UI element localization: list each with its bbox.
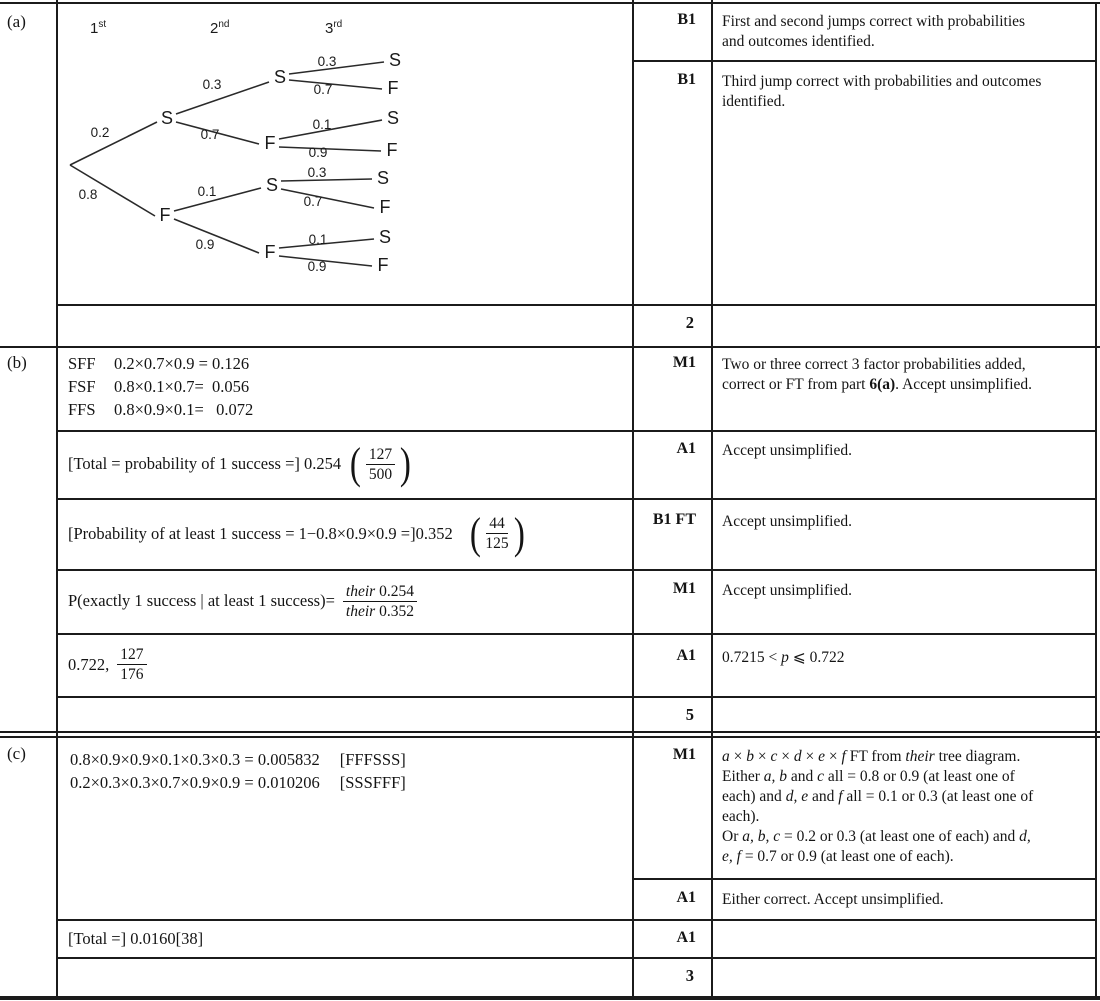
row-line-b4 bbox=[57, 633, 1097, 635]
outcome-label: FFS bbox=[68, 400, 96, 419]
tree-leaf-FFS: S bbox=[378, 227, 392, 247]
tree-branch bbox=[70, 122, 157, 165]
guidance-line: Either a, b and c all = 0.8 or 0.9 (at least one of bbox=[722, 768, 1015, 785]
guidance-line: First and second jumps correct with probabilities bbox=[722, 13, 1026, 30]
tree-prob-0-1: 0.1 bbox=[197, 184, 217, 199]
content-c-products bbox=[70, 748, 406, 794]
outcome-line-FFS bbox=[68, 398, 253, 421]
mark-b-row3: B1 FT bbox=[652, 511, 696, 528]
tree-branch bbox=[281, 189, 374, 208]
expression-text: 0.722, bbox=[68, 654, 110, 674]
guidance-c-row1 bbox=[722, 747, 1094, 867]
tree-branch bbox=[289, 62, 384, 74]
tree-prob-0-3c: 0.3 bbox=[307, 165, 327, 180]
total-c: 3 bbox=[685, 966, 694, 985]
row-line-c2 bbox=[57, 919, 1097, 921]
tree-leaf-SSS: S bbox=[388, 50, 402, 70]
guidance-line: Accept unsimplified. bbox=[722, 442, 852, 459]
fraction-denominator: their 0.352 bbox=[345, 602, 414, 620]
tree-prob-0-2: 0.2 bbox=[90, 125, 110, 140]
guidance-b-row4 bbox=[722, 581, 1094, 601]
tree-prob-0-9b: 0.9 bbox=[308, 145, 328, 160]
tree-prob-0-9: 0.9 bbox=[195, 237, 215, 252]
mark-c-row2: A1 bbox=[676, 889, 696, 906]
mark-b-row4: M1 bbox=[672, 580, 696, 597]
content-b-answer bbox=[68, 633, 149, 696]
tree-node-SF: F bbox=[264, 133, 276, 153]
mark-a-row2: B1 bbox=[677, 71, 696, 88]
outcome-label: SFF bbox=[68, 354, 96, 373]
fraction-numerator: their 0.254 bbox=[343, 583, 417, 602]
product-expr: 0.8×0.9×0.9×0.1×0.3×0.3 = 0.005832 bbox=[70, 750, 320, 769]
fraction-denominator: 176 bbox=[120, 666, 144, 683]
outcome-line-SFF bbox=[68, 352, 253, 375]
tree-branch bbox=[174, 188, 261, 211]
guidance-line: identified. bbox=[722, 93, 786, 110]
fraction-44-125: ( $\frac{44}{125}$ ) bbox=[469, 508, 525, 558]
guidance-b-row5 bbox=[722, 648, 1094, 668]
guidance-b-row2 bbox=[722, 441, 1094, 461]
tree-branch bbox=[289, 80, 382, 89]
expression-text: [Total = probability of 1 success =] 0.254 bbox=[68, 454, 342, 473]
table-right-border bbox=[1095, 2, 1097, 998]
guidance-line: e, f = 0.7 or 0.9 (at least one of each). bbox=[722, 848, 954, 865]
tree-prob-0-1b: 0.1 bbox=[312, 117, 332, 132]
content-b-outcomes bbox=[68, 352, 253, 421]
outcome-expr: 0.8×0.9×0.1= 0.072 bbox=[114, 400, 254, 419]
fraction-127-500: ( $\frac{127}{500}$ ) bbox=[349, 439, 411, 488]
product-line-SSSFFF bbox=[70, 771, 406, 794]
fraction-denominator: 500 bbox=[368, 465, 393, 483]
content-b-total-1-success bbox=[68, 430, 414, 498]
mark-b-row2: A1 bbox=[676, 440, 696, 457]
table-bottom-border bbox=[0, 996, 1100, 1000]
tree-branch bbox=[281, 179, 372, 181]
product-tag: [SSSFFF] bbox=[339, 773, 406, 792]
mark-b-row5: A1 bbox=[676, 647, 696, 664]
section-line-b-c-lower bbox=[0, 736, 1100, 738]
tree-leaf-FFF: F bbox=[377, 255, 389, 275]
tree-branch bbox=[174, 219, 259, 253]
tree-leaf-SSF: F bbox=[387, 78, 399, 98]
row-line-b5 bbox=[57, 696, 1097, 698]
tree-column-header-2nd: 2nd bbox=[210, 19, 230, 37]
guidance-b-row1 bbox=[722, 355, 1094, 395]
row-line-a-bottom bbox=[57, 304, 1097, 306]
tree-prob-0-7b: 0.7 bbox=[313, 82, 333, 97]
fraction-127-176 bbox=[115, 646, 148, 683]
tree-leaf-FSF: F bbox=[379, 197, 391, 217]
mark-c-row1: M1 bbox=[672, 746, 696, 763]
guidance-line: Two or three correct 3 factor probabilities added, bbox=[722, 356, 1026, 373]
guidance-line: each) and d, e and f all = 0.1 or 0.3 (at least one of bbox=[722, 788, 1034, 805]
tree-branch bbox=[176, 82, 269, 114]
guidance-line: each). bbox=[722, 808, 760, 825]
outcome-line-FSF bbox=[68, 375, 253, 398]
outcome-expr: 0.2×0.7×0.9 = 0.126 bbox=[114, 354, 250, 373]
content-b-conditional bbox=[68, 569, 419, 633]
fraction-numerator: 127 bbox=[117, 646, 146, 665]
guidance-line: and outcomes identified. bbox=[722, 33, 875, 50]
content-b-at-least-1 bbox=[68, 498, 527, 569]
tree-node-FS: S bbox=[265, 175, 279, 195]
tree-node-FF: F bbox=[264, 242, 276, 262]
tree-column-header-1st: 1st bbox=[90, 19, 107, 37]
guidance-line: a × b × c × d × e × f FT from their tree diagram. bbox=[722, 748, 1021, 765]
section-line-a-b bbox=[0, 346, 1100, 348]
guidance-a-row2 bbox=[722, 72, 1094, 112]
expression-text: [Probability of at least 1 success = 1−0.8×0.9×0.9 =]0.352 bbox=[68, 523, 453, 543]
mark-a-row1: B1 bbox=[677, 11, 696, 28]
guidance-c-row2 bbox=[722, 890, 1094, 910]
fraction-numerator: 44 bbox=[486, 515, 508, 534]
row-line-c-marks bbox=[633, 878, 1097, 880]
guidance-line: correct or FT from part 6(a). Accept unsimplified. bbox=[722, 376, 1033, 393]
row-line-a-marks bbox=[633, 60, 1097, 62]
fraction-denominator: 125 bbox=[485, 535, 509, 552]
tree-column-header-3rd: 3rd bbox=[325, 19, 343, 37]
guidance-line: Or a, b, c = 0.2 or 0.3 (at least one of each) and d, bbox=[722, 828, 1031, 845]
content-c-total: [Total =] 0.0160[38] bbox=[68, 929, 204, 948]
outcome-expr: 0.8×0.1×0.7= 0.056 bbox=[114, 377, 250, 396]
fraction-numerator: 127 bbox=[366, 446, 395, 465]
guidance-line: Either correct. Accept unsimplified. bbox=[722, 891, 944, 908]
part-b-label: (b) bbox=[7, 353, 27, 372]
tree-node-SS: S bbox=[273, 67, 287, 87]
tree-prob-0-9c: 0.9 bbox=[307, 259, 327, 274]
total-a: 2 bbox=[685, 313, 694, 332]
fraction-their bbox=[341, 583, 419, 620]
tree-node-S: S bbox=[160, 108, 174, 128]
total-b: 5 bbox=[685, 705, 694, 724]
product-line-FFFSSS bbox=[70, 748, 406, 771]
guidance-b-row3 bbox=[722, 512, 1094, 532]
product-expr: 0.2×0.3×0.3×0.7×0.9×0.9 = 0.010206 bbox=[70, 773, 320, 792]
tree-node-F: F bbox=[159, 205, 171, 225]
mark-b-row1: M1 bbox=[672, 354, 696, 371]
tree-leaf-FSS: S bbox=[376, 168, 390, 188]
guidance-line: Third jump correct with probabilities and outcomes bbox=[722, 73, 1042, 90]
mark-c-row3: A1 bbox=[676, 929, 696, 946]
row-line-c3 bbox=[57, 957, 1097, 959]
outcome-label: FSF bbox=[68, 377, 96, 396]
guidance-line: Accept unsimplified. bbox=[722, 582, 852, 599]
guidance-line: 0.7215 < p ⩽ 0.722 bbox=[722, 649, 845, 666]
guidance-line: Accept unsimplified. bbox=[722, 513, 852, 530]
tree-prob-0-3: 0.3 bbox=[202, 77, 222, 92]
tree-prob-0-1c: 0.1 bbox=[308, 232, 328, 247]
tree-prob-0-7: 0.7 bbox=[200, 127, 220, 142]
tree-prob-0-3b: 0.3 bbox=[317, 54, 337, 69]
guidance-a-row1 bbox=[722, 12, 1094, 52]
part-a-label: (a) bbox=[7, 12, 26, 31]
expression-text: P(exactly 1 success | at least 1 success)= bbox=[68, 591, 335, 610]
tree-prob-0-7c: 0.7 bbox=[303, 194, 323, 209]
section-line-b-c-upper bbox=[0, 731, 1100, 733]
tree-branch bbox=[279, 147, 381, 151]
tree-leaf-SFS: S bbox=[386, 108, 400, 128]
part-c-label: (c) bbox=[7, 744, 26, 763]
product-tag: [FFFSSS] bbox=[339, 750, 406, 769]
probability-tree-diagram bbox=[57, 3, 633, 303]
tree-leaf-SFF: F bbox=[386, 140, 398, 160]
tree-prob-0-8: 0.8 bbox=[78, 187, 98, 202]
